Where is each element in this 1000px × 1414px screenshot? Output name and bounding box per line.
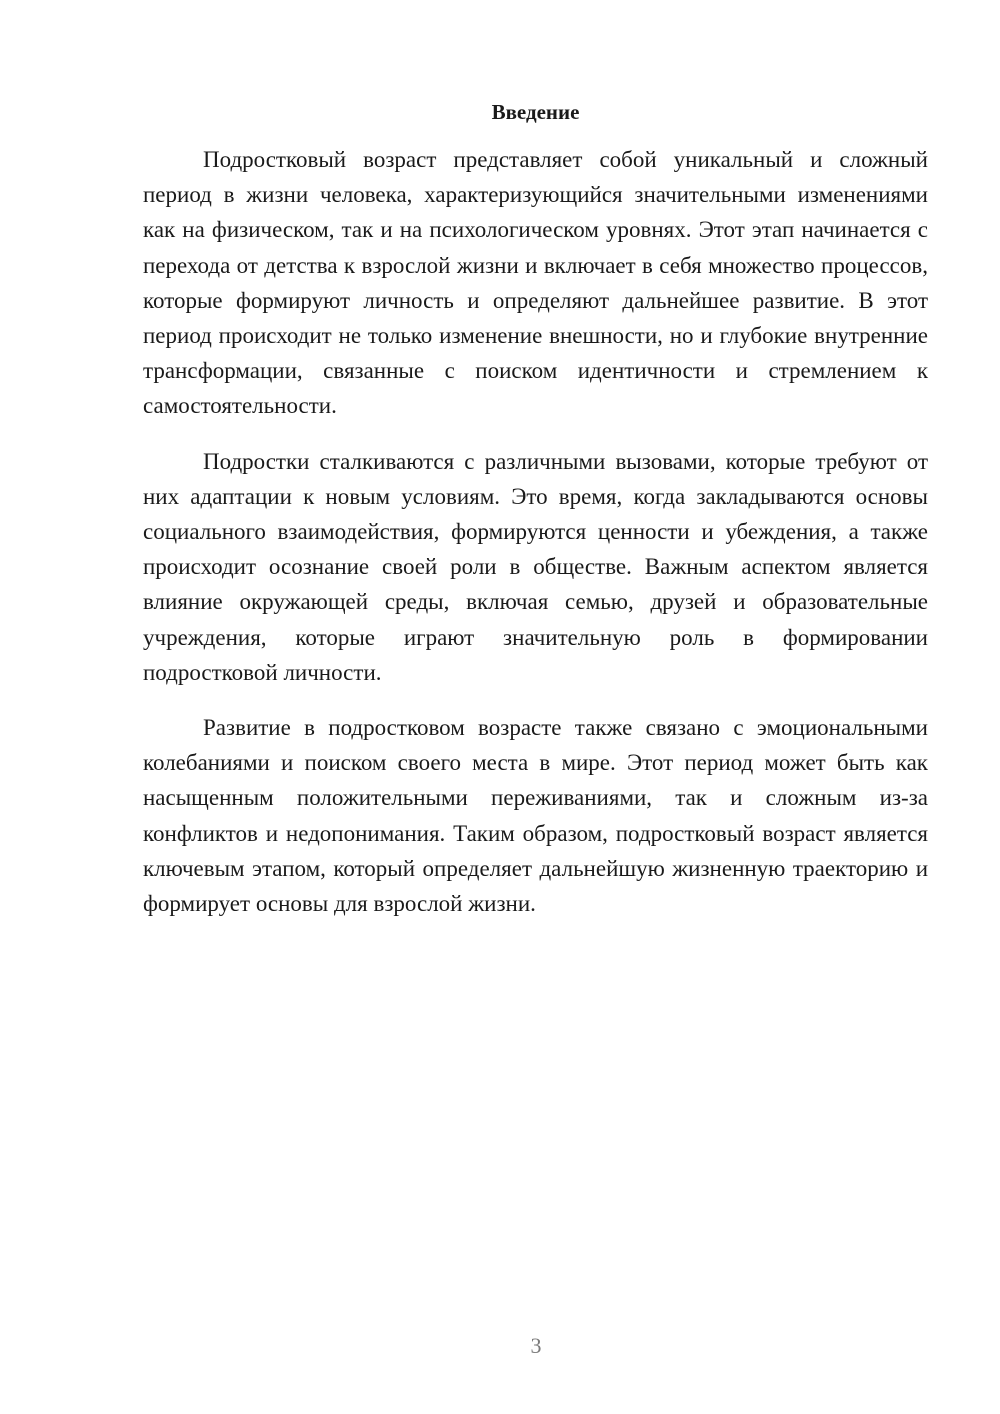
page-number: 3 [530, 1333, 542, 1358]
paragraph-2: Подростки сталкиваются с различными вызовами, которые требуют от них адаптации к новым условиям. Это время, когда закладываются основы социального взаимодействия, формируются ценности и убеждения, а также происходит осознание своей роли в обществе. Важным аспектом является влияние окружающей среды, включая семью, друзей и образовательные учреждения, которые играют значительную роль в формировании подростковой личности. [143, 448, 928, 685]
section-heading: Введение [491, 100, 580, 124]
paragraph-3: Развитие в подростковом возрасте также связано с эмоциональными колебаниями и поиском своего места в мире. Этот период может быть как насыщенным положительными переживаниями, так и сложным из-за конфликтов и недопонимания. Таким образом, подростковый возраст является ключевым этапом, который определяет дальнейшую жизненную траекторию и формирует основы для взрослой жизни. [143, 715, 928, 917]
body-text [143, 142, 928, 941]
paragraph-1: Подростковый возраст представляет собой уникальный и сложный период в жизни человека, характеризующийся значительными изменениями как на физическом, так и на психологическом уровнях. Этот этап начинается с перехода от детства к взрослой жизни и включает в себя множество процессов, которые формируют личность и определяют дальнейшее развитие. В этот период происходит не только изменение внешности, но и глубокие внутренние трансформации, связанные с поиском идентичности и стремлением к самостоятельности. [143, 147, 928, 419]
